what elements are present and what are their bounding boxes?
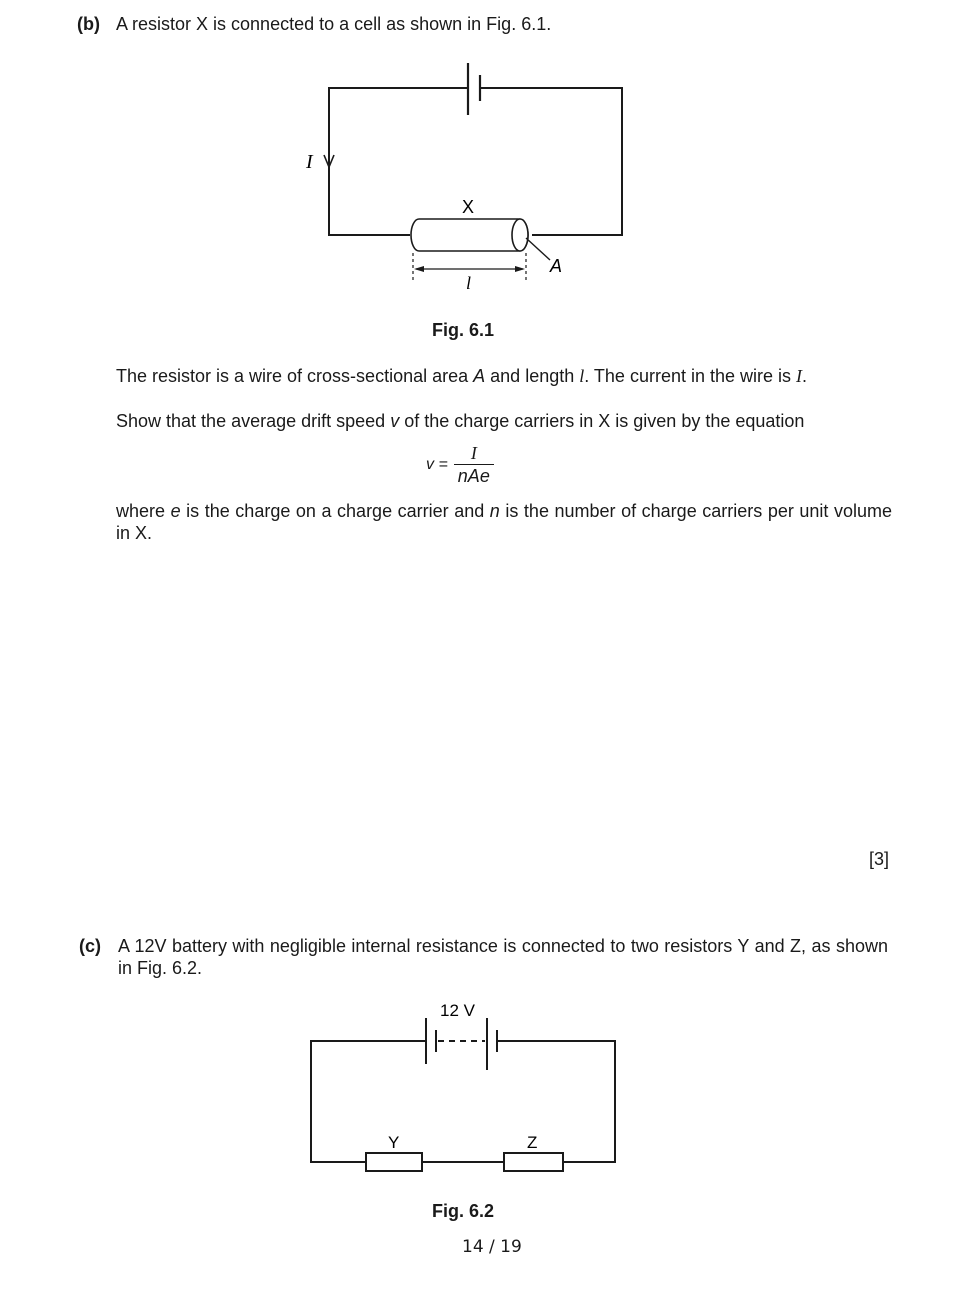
resistor-x-label: X xyxy=(462,197,475,217)
marks-b: [3] xyxy=(869,849,890,869)
desc-text-3: . The current in the wire is xyxy=(584,366,797,386)
show-that-text xyxy=(116,410,804,432)
equation-lhs: v = xyxy=(426,455,448,473)
desc-text-1: The resistor is a wire of cross-sectional area xyxy=(116,366,474,386)
wire-top-left xyxy=(329,88,468,235)
equation-numerator: I xyxy=(454,443,494,465)
equation-fraction xyxy=(454,443,494,486)
resistor-z-label: Z xyxy=(527,1133,538,1152)
where-text-2: is the charge on a charge carrier and xyxy=(180,501,490,521)
area-pointer xyxy=(526,238,550,260)
dim-arrowhead-right xyxy=(515,266,525,272)
fig-6-1-caption: Fig. 6.1 xyxy=(432,320,495,340)
wire-top-right xyxy=(480,88,622,235)
battery-label: 12 V xyxy=(440,1001,475,1020)
wire-right xyxy=(497,1041,615,1162)
dim-arrowhead-left xyxy=(414,266,424,272)
area-label: A xyxy=(550,256,563,276)
where-text-1: where xyxy=(116,501,171,521)
page-number: 14 / 19 xyxy=(462,1237,522,1257)
desc-text-2: and length xyxy=(485,366,580,386)
current-label: I xyxy=(306,151,313,173)
desc-text-4: . xyxy=(802,366,808,386)
fig-6-2-caption: Fig. 6.2 xyxy=(432,1201,495,1221)
desc-area: A xyxy=(473,366,486,386)
resistor-y-label: Y xyxy=(388,1133,400,1152)
part-c-label: (c) xyxy=(79,936,101,956)
where-text-3: is the number of charge carriers per unit volume in X. xyxy=(116,501,892,543)
where-e: e xyxy=(170,501,181,521)
show-text-1: Show that the average drift speed xyxy=(116,411,391,431)
cylinder-body xyxy=(411,219,528,251)
figure-6-1 xyxy=(300,55,640,300)
where-text xyxy=(116,500,892,544)
wire-left xyxy=(311,1041,426,1162)
part-b-label: (b) xyxy=(77,14,100,34)
desc-length: l xyxy=(579,366,585,386)
resistor-description xyxy=(116,365,807,387)
resistor-y xyxy=(366,1153,422,1171)
desc-current: I xyxy=(796,366,803,386)
show-var: v xyxy=(390,411,400,431)
where-n: n xyxy=(489,501,500,521)
resistor-z xyxy=(504,1153,563,1171)
length-label: l xyxy=(466,273,472,293)
figure-6-2 xyxy=(300,990,630,1190)
part-c-text: A 12V battery with negligible internal resistance is connected to two resistors Y and Z, as shown in Fig. 6.2. xyxy=(118,936,888,978)
show-text-2: of the charge carriers in X is given by the equation xyxy=(399,411,805,431)
drift-speed-equation xyxy=(426,443,494,486)
cylinder-end xyxy=(512,219,528,251)
equation-denominator: nAe xyxy=(457,466,490,486)
part-b-intro: A resistor X is connected to a cell as shown in Fig. 6.1. xyxy=(116,14,552,34)
